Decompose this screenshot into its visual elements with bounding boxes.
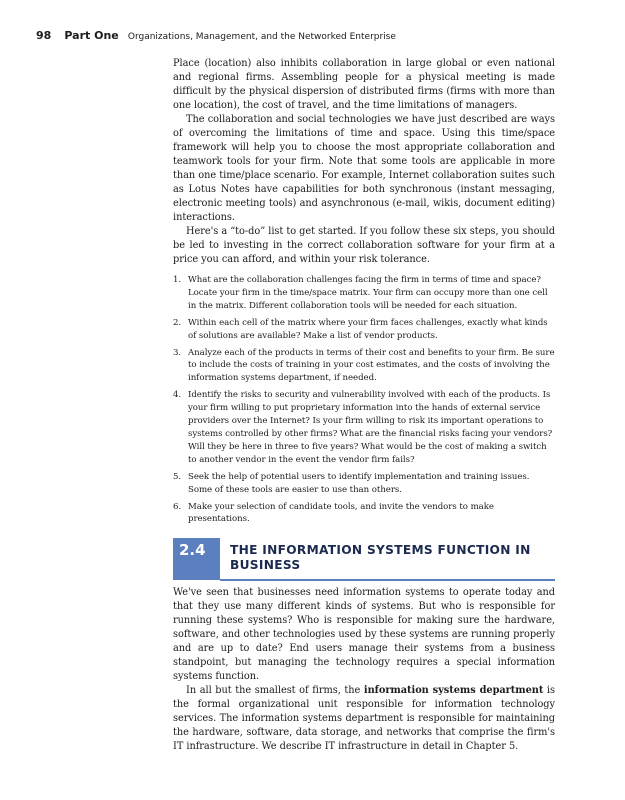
paragraph [173, 684, 555, 754]
list-item [173, 501, 555, 527]
list-item-text: Analyze each of the products in terms of their cost and benefits to your firm. Be sure to include the costs of training in your cost estimates, and the costs of involving the information systems department, if needed. [188, 347, 555, 384]
paragraph: We've seen that businesses need information systems to operate today and that they use many different kinds of systems. But who is responsible for running these systems? Who is responsible for making sure the hardware, software, and other technologies used by these systems are running properly and are up to date? End users manage their systems from a business standpoint, but managing the technology requires a special information systems function. [173, 587, 555, 682]
paragraph: Place (location) also inhibits collaboration in large global or even national and regional firms. Assembling people for a physical meeting is made difficult by the physical dispersion of distributed firms (firms with more than one location), the cost of travel, and the time limitations of managers. [173, 58, 555, 111]
key-term: information systems department [363, 685, 544, 696]
list-item [173, 317, 555, 343]
list-item-text: Identify the risks to security and vulnerability involved with each of the products. Is your firm willing to put proprietary information into the hands of external service providers over the Internet? Is your firm willing to risk its important operations to systems controlled by other firms? What are the financial risks facing your vendors? Will they be here in three to five years? What would be the cost of making a switch to another vendor in the event the vendor firm fails? [188, 390, 553, 465]
list-item-text: Make your selection of candidate tools, and invite the vendors to make presentations. [188, 501, 494, 525]
page-number: 98 [36, 29, 52, 42]
list-item [173, 274, 555, 313]
paragraph-text: In all but the smallest of firms, the [186, 685, 364, 696]
list-item-number: 4. [173, 390, 182, 401]
body-text-top [173, 57, 555, 530]
paragraph: Here's a “to-do” list to get started. If you follow these six steps, you should be led to investing in the correct collaboration software for your firm at a price you can afford, and within your risk tolerance. [173, 226, 555, 265]
section-rule [220, 579, 555, 581]
paragraph-text: is the formal organizational unit responsible for information technology services. The information systems department is responsible for maintaining the hardware, software, data storage, and networks that comprise the firm's IT infrastructure. We describe IT infrastructure in detail in Chapter 5. [173, 685, 555, 752]
list-item [173, 389, 555, 466]
section-number-box [173, 538, 220, 580]
body-text-bottom [173, 586, 555, 754]
running-header [36, 24, 396, 43]
list-item-text: Within each cell of the matrix where your firm faces challenges, exactly what kinds of solutions are available? Make a list of vendor products. [188, 317, 548, 341]
section-heading [173, 538, 555, 580]
paragraph: The collaboration and social technologies we have just described are ways of overcoming the limitations of time and space. Using this time/space framework will help you to choose the most appropriate collaboration and teamwork tools for your firm. Note that some tools are applicable in more than one time/place scenario. For example, Internet collaboration suites such as Lotus Notes have capabilities for both synchronous (instant messaging, electronic meeting tools) and asynchronous (e-mail, wikis, document editing) interactions. [173, 114, 555, 223]
list-item-number: 2. [173, 317, 182, 328]
todo-list [173, 274, 555, 526]
list-item-number: 3. [173, 347, 182, 358]
part-label: Part One [64, 29, 119, 42]
list-item-number: 6. [173, 501, 182, 512]
section-number: 2.4 [179, 541, 206, 559]
list-item [173, 471, 555, 497]
list-item-number: 5. [173, 471, 182, 482]
part-title: Organizations, Management, and the Networked Enterprise [127, 32, 396, 42]
section-title: THE INFORMATION SYSTEMS FUNCTION IN BUSINESS [230, 543, 531, 572]
list-item-number: 1. [173, 275, 182, 285]
list-item-text: What are the collaboration challenges facing the firm in terms of time and space? Locate your firm in the time/space matrix. Your firm can occupy more than one cell in the matrix. Different collaboration tools will be needed for each situation. [188, 275, 548, 311]
list-item-text: Seek the help of potential users to identify implementation and training issues. Some of these tools are easier to use than others. [188, 471, 530, 495]
list-item [173, 347, 555, 386]
